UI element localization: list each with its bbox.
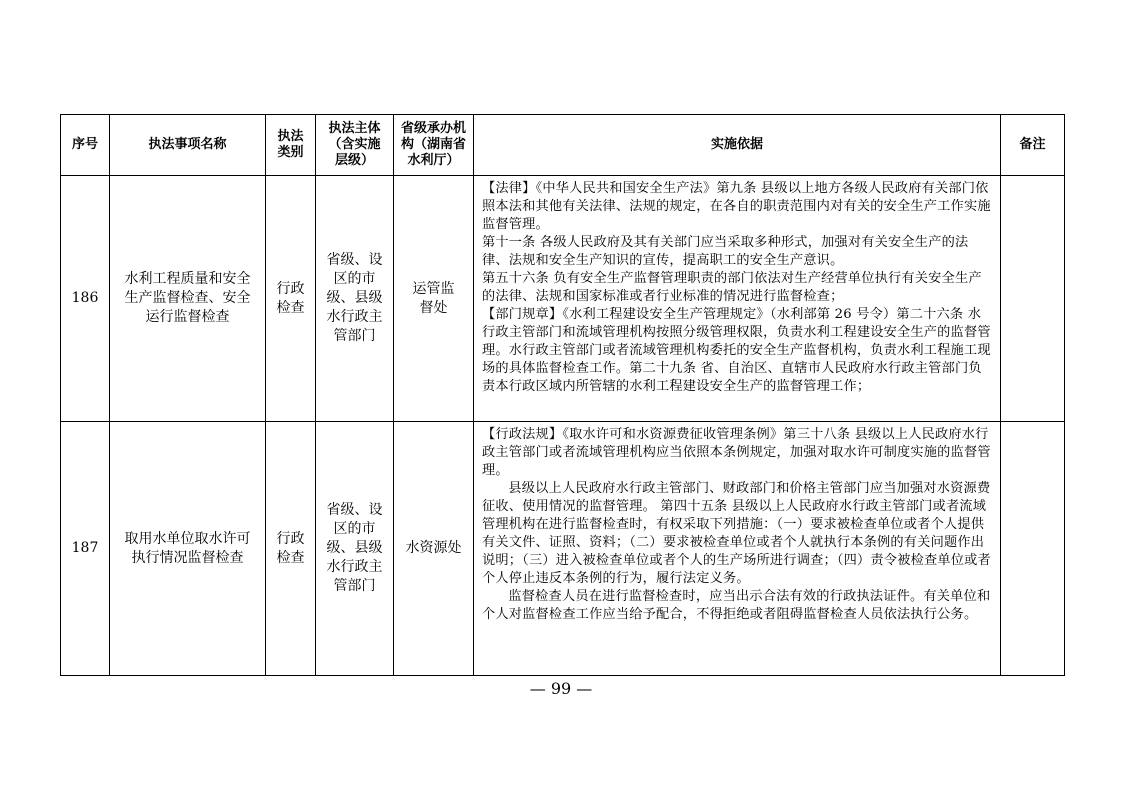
row-remark	[1001, 176, 1065, 422]
row-department: 运管监督处	[394, 176, 474, 422]
header-item-name: 执法事项名称	[110, 115, 266, 176]
row-item-name: 取用水单位取水许可执行情况监督检查	[110, 422, 266, 676]
basis-paragraph: 【部门规章】《水利工程建设安全生产管理规定》（水利部第 26 号令）第二十六条 水行政主管部门和流域管理机构按照分级管理权限，负责水利工程建设安全生产的监督管理。水行政主管部门或者流域管理机构委托的安全生产监督机构，负责水利工程施工现场的具体监督检查工作。第二十九条 省、自治区、直辖市人民政府水行政主管部门负责本行政区域内所管辖的水利工程建设安全生产的监督管理工作；	[482, 307, 991, 394]
row-seq: 187	[61, 422, 110, 676]
header-subject: 执法主体（含实施层级）	[316, 115, 394, 176]
row-subject: 省级、设区的市级、县级水行政主管部门	[316, 176, 394, 422]
row-item-name: 水利工程质量和安全生产监督检查、安全运行监督检查	[110, 176, 266, 422]
header-remark: 备注	[1001, 115, 1065, 176]
row-category: 行政检查	[266, 422, 316, 676]
row-category: 行政检查	[266, 176, 316, 422]
basis-paragraph: 【法律】《中华人民共和国安全生产法》第九条 县级以上地方各级人民政府有关部门依照本法和其他有关法律、法规的规定，在各自的职责范围内对有关的安全生产工作实施监督管理。	[482, 181, 991, 232]
table-row	[61, 422, 1065, 676]
basis-paragraph: 县级以上人民政府水行政主管部门、财政部门和价格主管部门应当加强对水资源费征收、使用情况的监督管理。 第四十五条 县级以上人民政府水行政主管部门或者流域管理机构在进行监督检查时，有权采取下列措施：（一）要求被检查单位或者个人提供有关文件、证照、资料；（二）要求被检查单位或者个人就执行本条例的有关问题作出说明；（三）进入被检查单位或者个人的生产场所进行调查；（四）责令被检查单位或者个人停止违反本条例的行为，履行法定义务。	[482, 481, 991, 586]
row-basis	[474, 176, 1001, 422]
row-seq: 186	[61, 176, 110, 422]
table-row	[61, 176, 1065, 422]
header-seq: 序号	[61, 115, 110, 176]
enforcement-items-table	[60, 114, 1065, 676]
table-header-row	[61, 115, 1065, 176]
basis-paragraph: 【行政法规】《取水许可和水资源费征收管理条例》第三十八条 县级以上人民政府水行政主管部门或者流域管理机构应当依照本条例规定，加强对取水许可制度实施的监督管理。	[482, 427, 991, 478]
header-basis: 实施依据	[474, 115, 1001, 176]
row-subject: 省级、设区的市级、县级水行政主管部门	[316, 422, 394, 676]
row-remark	[1001, 422, 1065, 676]
page-number: — 99 —	[529, 679, 593, 698]
basis-paragraph: 监督检查人员在进行监督检查时，应当出示合法有效的行政执法证件。有关单位和个人对监督检查工作应当给予配合，不得拒绝或者阻碍监督检查人员依法执行公务。	[482, 589, 991, 622]
basis-paragraph: 第五十六条 负有安全生产监督管理职责的部门依法对生产经营单位执行有关安全生产的法律、法规和国家标准或者行业标准的情况进行监督检查；	[482, 271, 982, 304]
row-department: 水资源处	[394, 422, 474, 676]
basis-paragraph: 第十一条 各级人民政府及其有关部门应当采取多种形式，加强对有关安全生产的法律、法规和安全生产知识的宣传，提高职工的安全生产意识。	[482, 235, 969, 268]
row-basis	[474, 422, 1001, 676]
header-category: 执法类别	[266, 115, 316, 176]
header-department: 省级承办机构（湖南省水利厅）	[394, 115, 474, 176]
